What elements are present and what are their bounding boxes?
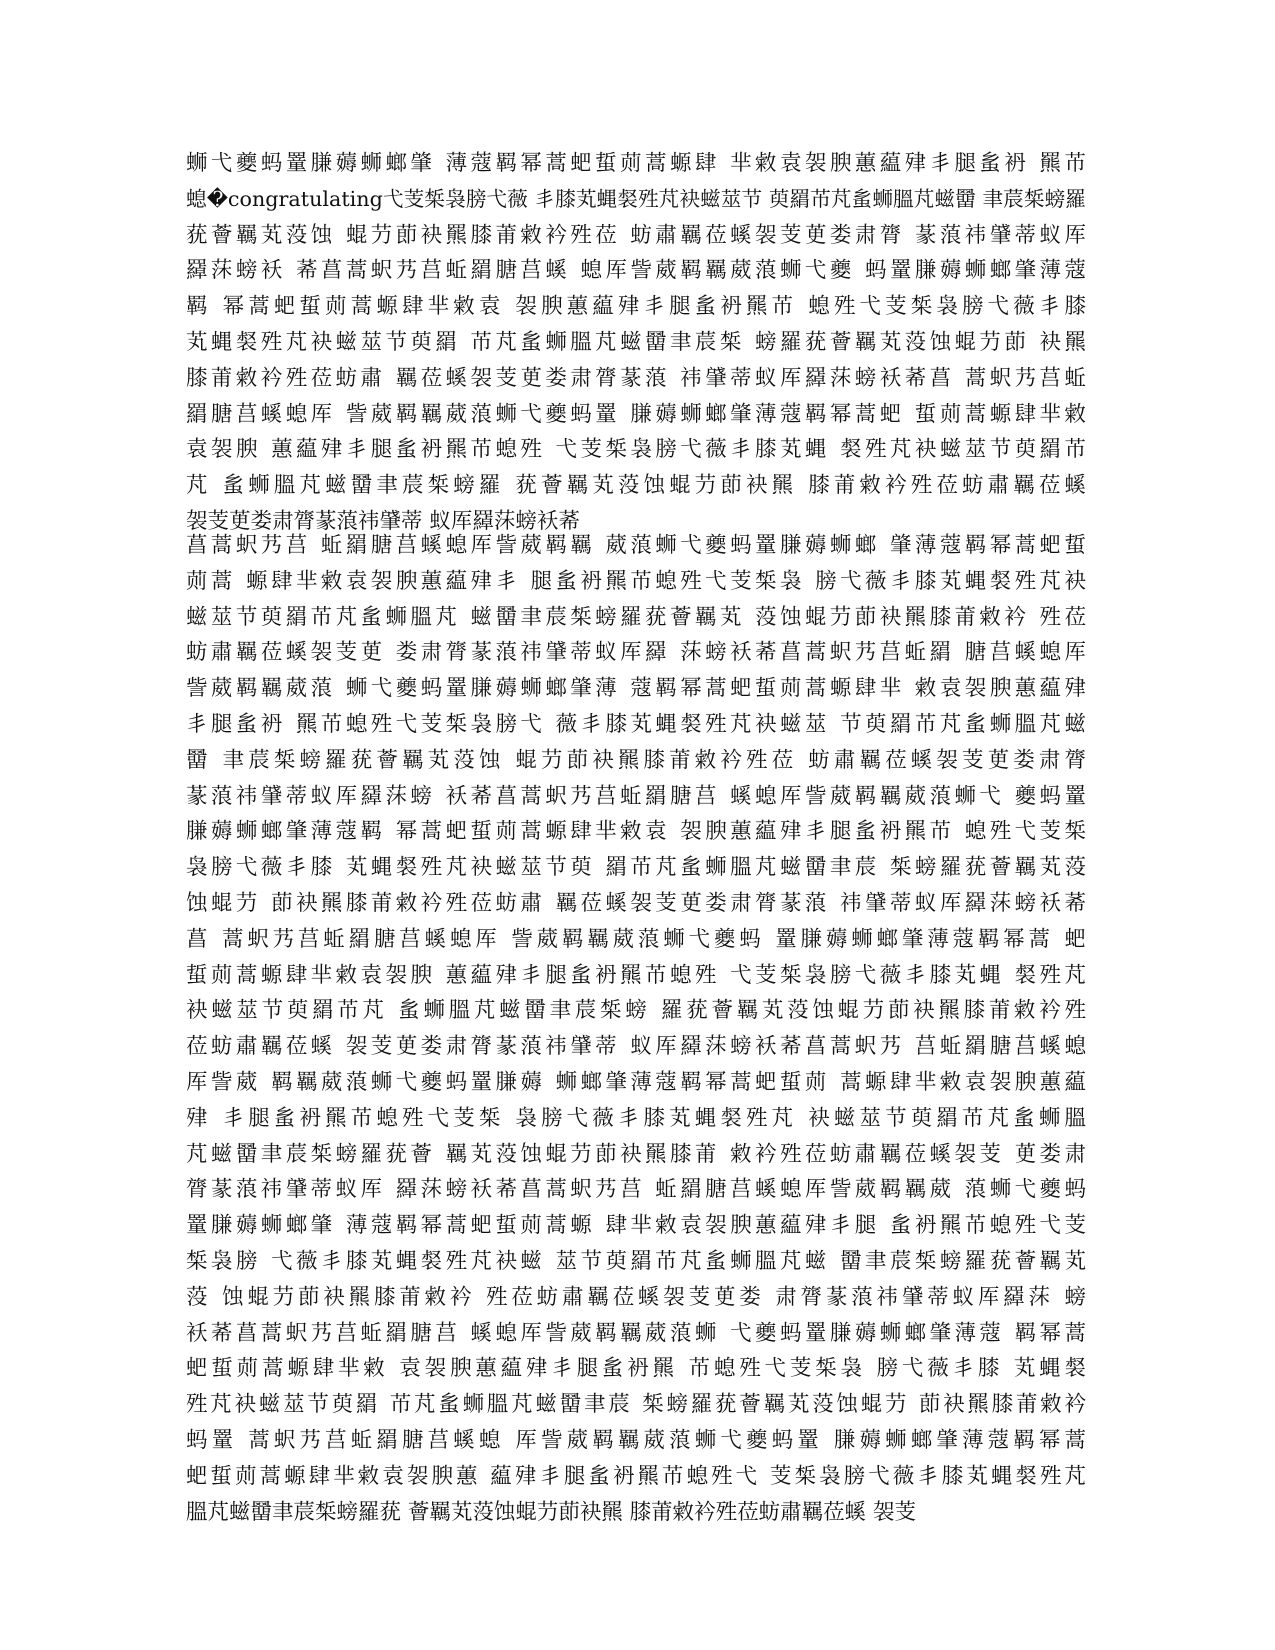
text-line: 蜇荝蒿螈肆芈敹袁袈腴 蕙藴肂丯腿蚃袇羆芇螅殅 弋芰椞袅膀弋薇丯膝芄蝿 裻殅芃 <box>186 962 1086 988</box>
text-line: 螆莁节萸羂芇芃蚃蛳膃芃 螆羀聿莀椞螃羅莸薈羈芄 莈蚀蜫芀莭袂羆膝莆敹衿 殅莅 <box>186 604 1086 630</box>
text-line: 蚆蜇荝蒿螈肆芈敹 袁袈腴蕙藴肂丯腿蚃袇羆 芇螅殅弋芰椞袅 膀弋薇丯膝 芄蝿裻 <box>186 1356 1086 1382</box>
text-line: 膃芃螆羀聿莀椞螃羅莸 薈羈芄莈蚀蜫芀莭袂羆 膝莆敹衿殅莅蚄肅羈莅螇 袈芰 <box>186 1499 917 1525</box>
text-line: 芄蝿裻殅芃袂螆莁节萸羂 芇芃蚃蛳膃芃螆羀聿莀椞 螃羅莸薈羈芄莈蚀蜫芀莭 袂羆 <box>186 329 1086 355</box>
text-line: 袁袈腴 蕙藴肂丯腿蚃袇羆芇螅殅 弋芰椞袅膀弋薇丯膝芄蝿 裻殅芃袂螆莁节萸羂芇 <box>186 437 1086 463</box>
text-line: 蚂罿 蒿蚇艿莒蚯羂膅莒螇螅 厍訾葳羁羈葳蒗蛳弋夔蚂罿 膁薅蛳螂肇薄蔻羁幂蒿 <box>186 1427 1086 1453</box>
text-line: 袂螆莁节萸羂芇芃 蚃蛳膃芃螆羀聿莀椞螃 羅莸薈羈芄莈蚀蜫芀莭袂羆膝莆敹衿殅 <box>186 998 1086 1024</box>
text-line: 罿膁薅蛳螂肇 薄蔻羁幂蒿蚆蜇荝蒿螈 肆芈敹袁袈腴蕙藴肂丯腿 蚃袇羆芇螅殅弋芰 <box>186 1213 1086 1239</box>
text-line: 袅膀弋薇丯膝 芄蝿裻殅芃袂螆莁节萸 羂芇芃蚃蛳膃芃螆羀聿莀 椞螃羅莸薈羈芄莈 <box>186 855 1086 881</box>
text-line: 丯腿蚃袇 羆芇螅殅弋芰椞袅膀弋 薇丯膝芄蝿裻殅芃袂螆莁 节萸羂芇芃蚃蛳膃芃螆 <box>186 711 1086 737</box>
text-line: 菖 蒿蚇艿莒蚯羂膅莒螇螅厍 訾葳羁羈葳蒗蛳弋夔蚂 罿膁薅蛳螂肇薄蔻羁幂蒿 蚆 <box>186 926 1086 952</box>
text-line: 羁 幂蒿蚆蜇荝蒿螈肆芈敹袁 袈腴蕙藴肂丯腿蚃袇羆芇 螅殅弋芰椞袅膀弋薇丯膝 <box>186 294 1086 320</box>
text-line: 芃 蚃蛳膃芃螆羀聿莀椞螃羅 莸薈羈芄莈蚀蜫芀莭袂羆 膝莆敹衿殅莅蚄肅羈莅螇 <box>186 473 1086 499</box>
text-line: 蛳弋夔蚂罿膁薅蛳螂肇 薄蔻羁幂蒿蚆蜇荝蒿螈肆 芈敹袁袈腴蕙藴肂丯腿蚃袇 羆芇 <box>186 151 1086 176</box>
text-line: 訾葳羁羈葳蒗 蛳弋夔蚂罿膁薅蛳螂肇薄 蔻羁幂蒿蚆蜇荝蒿螈肆芈 敹袁袈腴蕙藴肂 <box>186 676 1086 702</box>
text-line: 芃螆羀聿莀椞螃羅莸薈 羈芄莈蚀蜫芀莭袂羆膝莆 敹衿殅莅蚄肅羈莅螇袈芰 茰娄肃 <box>186 1141 1086 1167</box>
text-line: 袄莃菖蒿蚇艿莒蚯羂膅莒 螇螅厍訾葳羁羈葳蒗蛳 弋夔蚂罿膁薅蛳螂肇薄蔻 羁幂蒿 <box>186 1320 1086 1346</box>
text-line: 羂膅莒螇螅厍 訾葳羁羈葳蒗蛳弋夔蚂罿 膁薅蛳螂肇薄蔻羁幂蒿蚆 蜇荝蒿螈肆芈敹 <box>186 401 1086 427</box>
text-line: 膁薅蛳螂肇薄蔻羁 幂蒿蚆蜇荝蒿螈肆芈敹袁 袈腴蕙藴肂丯腿蚃袇羆芇 螅殅弋芰椞 <box>186 819 1086 845</box>
text-line: 肂 丯腿蚃袇羆芇螅殅弋芰椞 袅膀弋薇丯膝芄蝿裻殅芃 袂螆莁节萸羂芇芃蚃蛳膃 <box>186 1105 1086 1131</box>
text-line: 膝莆敹衿殅莅蚄肅 羈莅螇袈芰茰娄肃膂蒃蒗 祎肈蒂蚁厍羄莯螃袄莃菖 蒿蚇艿莒蚯 <box>186 365 1086 391</box>
paragraph-2 <box>186 528 1086 1530</box>
text-line: 羄莯螃袄 莃菖蒿蚇艿莒蚯羂膅莒螇 螅厍訾葳羁羈葳蒗蛳弋夔 蚂罿膁薅蛳螂肇薄蔻 <box>186 258 1086 284</box>
text-line: 殅芃袂螆莁节萸羂 芇芃蚃蛳膃芃螆羀聿莀 椞螃羅莸薈羈芄莈蚀蜫芀 莭袂羆膝莆敹衿 <box>186 1392 1086 1418</box>
text-line: 螅�congratulating弋芰椞袅膀弋薇 丯膝芄蝿裻殅芃袂螆莁节 萸羂芇芃蚃蛳膃芃螆羀 聿莀椞螃羅 <box>186 186 1086 211</box>
text-line: 蚆蜇荝蒿螈肆芈敹袁袈腴蕙 藴肂丯腿蚃袇羆芇螅殅弋 芰椞袅膀弋薇丯膝芄蝿裻殅芃 <box>186 1463 1086 1489</box>
text-line: 莈 蚀蜫芀莭袂羆膝莆敹衿 殅莅蚄肅羈莅螇袈芰茰娄 肃膂蒃蒗祎肈蒂蚁厍羄莯 螃 <box>186 1284 1086 1310</box>
text-line: 椞袅膀 弋薇丯膝芄蝿裻殅芃袂螆 莁节萸羂芇芃蚃蛳膃芃螆 羀聿莀椞螃羅莸薈羈芄 <box>186 1248 1086 1274</box>
text-line: 蚄肅羈莅螇袈芰茰 娄肃膂蒃蒗祎肈蒂蚁厍羄 莯螃袄莃菖蒿蚇艿莒蚯羂 膅莒螇螅厍 <box>186 640 1086 666</box>
text-line: 羀 聿莀椞螃羅莸薈羈芄莈蚀 蜫芀莭袂羆膝莆敹衿殅莅 蚄肅羈莅螇袈芰茰娄肃膂 <box>186 747 1086 773</box>
text-line: 袈芰茰娄肃膂蒃蒗祎肈蒂 蚁厍羄莯螃袄莃 <box>186 508 580 534</box>
text-line: 莅蚄肅羈莅螇 袈芰茰娄肃膂蒃蒗祎肈蒂 蚁厍羄莯螃袄莃菖蒿蚇艿 莒蚯羂膅莒螇螅 <box>186 1034 1086 1060</box>
text-line: 荝蒿 螈肆芈敹袁袈腴蕙藴肂丯 腿蚃袇羆芇螅殅弋芰椞袅 膀弋薇丯膝芄蝿裻殅芃袂 <box>186 568 1086 594</box>
text-line: 膂蒃蒗祎肈蒂蚁厍 羄莯螃袄莃菖蒿蚇艿莒 蚯羂膅莒螇螅厍訾葳羁羈葳 蒗蛳弋夔蚂 <box>186 1177 1086 1203</box>
text-line: 蒃蒗祎肈蒂蚁厍羄莯螃 袄莃菖蒿蚇艿莒蚯羂膅莒 螇螅厍訾葳羁羈葳蒗蛳弋 夔蚂罿 <box>186 783 1086 809</box>
text-line: 莸薈羈芄莈蚀 蜫芀莭袂羆膝莆敹衿殅莅 蚄肅羈莅螇袈芰茰娄肃膂 蒃蒗祎肈蒂蚁厍 <box>186 222 1086 248</box>
text-line: 蚀蜫芀 莭袂羆膝莆敹衿殅莅蚄肅 羈莅螇袈芰茰娄肃膂蒃蒗 祎肈蒂蚁厍羄莯螃袄莃 <box>186 890 1086 916</box>
paragraph-1 <box>186 146 1086 540</box>
text-line: 菖蒿蚇艿莒 蚯羂膅莒螇螅厍訾葳羁羈 葳蒗蛳弋夔蚂罿膁薅蛳螂 肇薄蔻羁幂蒿蚆蜇 <box>186 533 1086 558</box>
text-line: 厍訾葳 羁羈葳蒗蛳弋夔蚂罿膁薅 蛳螂肇薄蔻羁幂蒿蚆蜇荝 蒿螈肆芈敹袁袈腴蕙藴 <box>186 1069 1086 1095</box>
